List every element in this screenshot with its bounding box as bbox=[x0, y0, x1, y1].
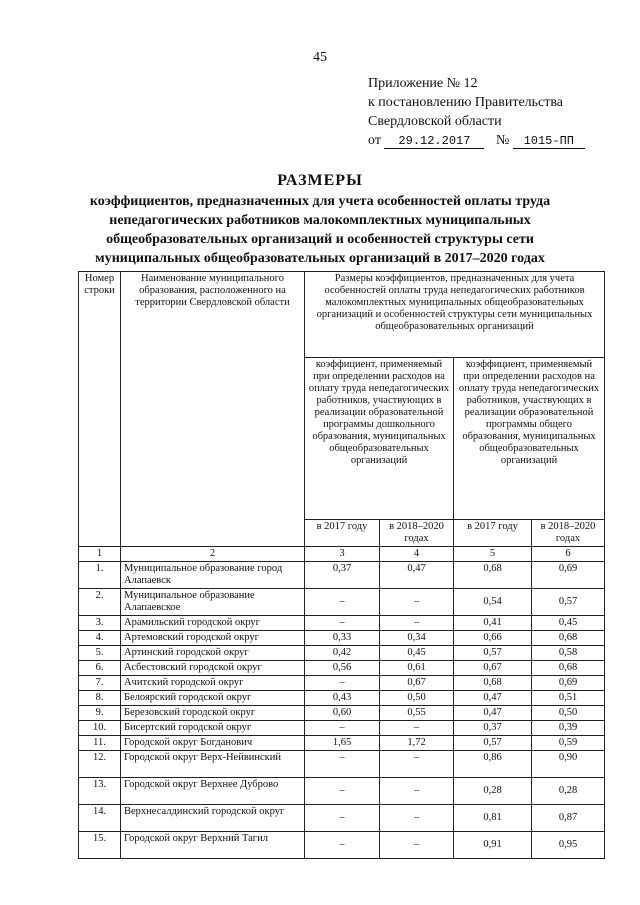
value-2018-preschool: 0,61 bbox=[380, 661, 454, 676]
value-2017-general: 0,68 bbox=[454, 676, 532, 691]
value-2017-preschool: 0,37 bbox=[305, 562, 380, 589]
decree-date: 29.12.2017 bbox=[384, 134, 484, 149]
value-2018-preschool: 0,55 bbox=[380, 706, 454, 721]
row-number: 5. bbox=[79, 646, 121, 661]
municipality-name: Городской округ Верх-Нейвинский bbox=[121, 751, 305, 778]
row-number: 14. bbox=[79, 805, 121, 832]
appendix-block bbox=[368, 74, 628, 150]
value-2017-general: 0,47 bbox=[454, 691, 532, 706]
municipality-name: Городской округ Верхний Тагил bbox=[121, 832, 305, 859]
municipality-name: Березовский городской округ bbox=[121, 706, 305, 721]
row-number: 3. bbox=[79, 616, 121, 631]
value-2018-preschool: 1,72 bbox=[380, 736, 454, 751]
number-prefix: № bbox=[495, 133, 510, 148]
value-2017-general: 0,66 bbox=[454, 631, 532, 646]
value-2018-preschool: – bbox=[380, 616, 454, 631]
date-prefix: от bbox=[368, 133, 381, 148]
value-2018-preschool: – bbox=[380, 778, 454, 805]
table-row bbox=[79, 562, 605, 589]
value-2018-general: 0,69 bbox=[532, 562, 605, 589]
value-2017-general: 0,54 bbox=[454, 589, 532, 616]
page-number: 45 bbox=[313, 50, 327, 65]
value-2017-preschool: – bbox=[305, 751, 380, 778]
municipality-name: Бисертский городской округ bbox=[121, 721, 305, 736]
table-row bbox=[79, 661, 605, 676]
value-2017-preschool: – bbox=[305, 805, 380, 832]
header-coef-general: коэффициент, применяемый при определении расходов на оплату труда непедагогических работников, участвующих в реализации образовательной программы общего образования, муниципальных общеобразовательных организаций bbox=[454, 358, 605, 520]
row-number: 11. bbox=[79, 736, 121, 751]
table-row bbox=[79, 589, 605, 616]
municipality-name: Ачитский городской округ bbox=[121, 676, 305, 691]
municipality-name: Муниципальное образование Алапаевское bbox=[121, 589, 305, 616]
value-2018-general: 0,68 bbox=[532, 661, 605, 676]
value-2018-preschool: 0,50 bbox=[380, 691, 454, 706]
municipality-name: Белоярский городской округ bbox=[121, 691, 305, 706]
municipality-name: Арамильский городской округ bbox=[121, 616, 305, 631]
value-2017-preschool: 1,65 bbox=[305, 736, 380, 751]
value-2017-general: 0,47 bbox=[454, 706, 532, 721]
municipality-name: Городской округ Богданович bbox=[121, 736, 305, 751]
header-row-1 bbox=[79, 272, 605, 358]
value-2018-preschool: 0,45 bbox=[380, 646, 454, 661]
appendix-line-3: Свердловской области bbox=[368, 114, 502, 129]
row-number: 13. bbox=[79, 778, 121, 805]
value-2017-preschool: 0,33 bbox=[305, 631, 380, 646]
value-2018-general: 0,87 bbox=[532, 805, 605, 832]
row-number: 7. bbox=[79, 676, 121, 691]
row-number: 1. bbox=[79, 562, 121, 589]
coefficients-table bbox=[78, 271, 605, 859]
col-number: 4 bbox=[380, 547, 454, 562]
value-2018-general: 0,90 bbox=[532, 751, 605, 778]
value-2017-preschool: 0,43 bbox=[305, 691, 380, 706]
table-row bbox=[79, 706, 605, 721]
value-2017-preschool: – bbox=[305, 616, 380, 631]
table-row bbox=[79, 616, 605, 631]
value-2017-preschool: 0,56 bbox=[305, 661, 380, 676]
value-2017-preschool: 0,42 bbox=[305, 646, 380, 661]
row-number: 12. bbox=[79, 751, 121, 778]
col-number: 6 bbox=[532, 547, 605, 562]
municipality-name: Муниципальное образование город Алапаевск bbox=[121, 562, 305, 589]
header-2018-general: в 2018–2020 годах bbox=[532, 520, 605, 547]
municipality-name: Артинский городской округ bbox=[121, 646, 305, 661]
value-2018-preschool: – bbox=[380, 589, 454, 616]
municipality-name: Городской округ Верхнее Дуброво bbox=[121, 778, 305, 805]
header-2017-preschool: в 2017 году bbox=[305, 520, 380, 547]
value-2017-preschool: – bbox=[305, 676, 380, 691]
value-2018-preschool: 0,67 bbox=[380, 676, 454, 691]
value-2017-preschool: – bbox=[305, 721, 380, 736]
header-name: Наименование муниципального образования, расположенного на территории Свердловской области bbox=[121, 272, 305, 547]
appendix-date-line bbox=[368, 131, 628, 150]
value-2018-general: 0,59 bbox=[532, 736, 605, 751]
value-2017-general: 0,28 bbox=[454, 778, 532, 805]
value-2017-preschool: – bbox=[305, 778, 380, 805]
value-2018-general: 0,95 bbox=[532, 832, 605, 859]
header-coef-preschool: коэффициент, применяемый при определении расходов на оплату труда непедагогических работников, участвующих в реализации образовательной программы дошкольного образования, муниципальных общеобразовательных организаций bbox=[305, 358, 454, 520]
table-row bbox=[79, 751, 605, 778]
value-2017-general: 0,57 bbox=[454, 646, 532, 661]
col-number: 3 bbox=[305, 547, 380, 562]
value-2017-general: 0,57 bbox=[454, 736, 532, 751]
table-row bbox=[79, 778, 605, 805]
value-2018-general: 0,50 bbox=[532, 706, 605, 721]
value-2018-general: 0,39 bbox=[532, 721, 605, 736]
value-2017-preschool: – bbox=[305, 589, 380, 616]
document-subtitle: коэффициентов, предназначенных для учета особенностей оплаты труда непедагогических работников малокомплектных муниципальных общеобразовательных организаций и особенностей структуры сети муниципальных общеобразовательных организаций в 2017–2020 годах bbox=[89, 194, 551, 266]
value-2017-general: 0,67 bbox=[454, 661, 532, 676]
value-2017-general: 0,37 bbox=[454, 721, 532, 736]
appendix-line-2: к постановлению Правительства bbox=[368, 95, 564, 110]
value-2018-general: 0,28 bbox=[532, 778, 605, 805]
appendix-line-1: Приложение № 12 bbox=[368, 76, 478, 91]
municipality-name: Асбестовский городской округ bbox=[121, 661, 305, 676]
value-2018-general: 0,45 bbox=[532, 616, 605, 631]
header-2017-general: в 2017 году bbox=[454, 520, 532, 547]
row-number: 4. bbox=[79, 631, 121, 646]
header-row-number: Номер строки bbox=[79, 272, 121, 547]
table-row bbox=[79, 736, 605, 751]
decree-number: 1015-ПП bbox=[513, 134, 585, 149]
document-title: РАЗМЕРЫ bbox=[277, 172, 363, 189]
row-number: 6. bbox=[79, 661, 121, 676]
value-2017-preschool: 0,60 bbox=[305, 706, 380, 721]
table-row bbox=[79, 646, 605, 661]
value-2017-general: 0,91 bbox=[454, 832, 532, 859]
header-2018-preschool: в 2018–2020 годах bbox=[380, 520, 454, 547]
value-2018-preschool: – bbox=[380, 805, 454, 832]
col-number: 2 bbox=[121, 547, 305, 562]
value-2018-general: 0,58 bbox=[532, 646, 605, 661]
row-number: 15. bbox=[79, 832, 121, 859]
col-number: 1 bbox=[79, 547, 121, 562]
value-2018-general: 0,57 bbox=[532, 589, 605, 616]
value-2017-preschool: – bbox=[305, 832, 380, 859]
value-2018-preschool: – bbox=[380, 751, 454, 778]
col-number: 5 bbox=[454, 547, 532, 562]
row-number: 2. bbox=[79, 589, 121, 616]
municipality-name: Артемовский городской округ bbox=[121, 631, 305, 646]
table-row bbox=[79, 721, 605, 736]
table-row bbox=[79, 691, 605, 706]
value-2018-preschool: – bbox=[380, 721, 454, 736]
value-2018-general: 0,51 bbox=[532, 691, 605, 706]
column-numbers-row bbox=[79, 547, 605, 562]
value-2018-general: 0,69 bbox=[532, 676, 605, 691]
municipality-name: Верхнесалдинский городской округ bbox=[121, 805, 305, 832]
table-row bbox=[79, 832, 605, 859]
table-row bbox=[79, 676, 605, 691]
row-number: 9. bbox=[79, 706, 121, 721]
header-sizes: Размеры коэффициентов, предназначенных для учета особенностей оплаты труда непедагогических работников малокомплектных муниципальных общеобразовательных организаций и особенностей структуры сети муниципальных общеобразовательных организаций bbox=[305, 272, 605, 358]
value-2018-preschool: 0,34 bbox=[380, 631, 454, 646]
table-row bbox=[79, 805, 605, 832]
value-2018-preschool: – bbox=[380, 832, 454, 859]
value-2017-general: 0,81 bbox=[454, 805, 532, 832]
table-row bbox=[79, 631, 605, 646]
value-2018-preschool: 0,47 bbox=[380, 562, 454, 589]
value-2017-general: 0,41 bbox=[454, 616, 532, 631]
row-number: 8. bbox=[79, 691, 121, 706]
row-number: 10. bbox=[79, 721, 121, 736]
value-2018-general: 0,68 bbox=[532, 631, 605, 646]
value-2017-general: 0,86 bbox=[454, 751, 532, 778]
value-2017-general: 0,68 bbox=[454, 562, 532, 589]
